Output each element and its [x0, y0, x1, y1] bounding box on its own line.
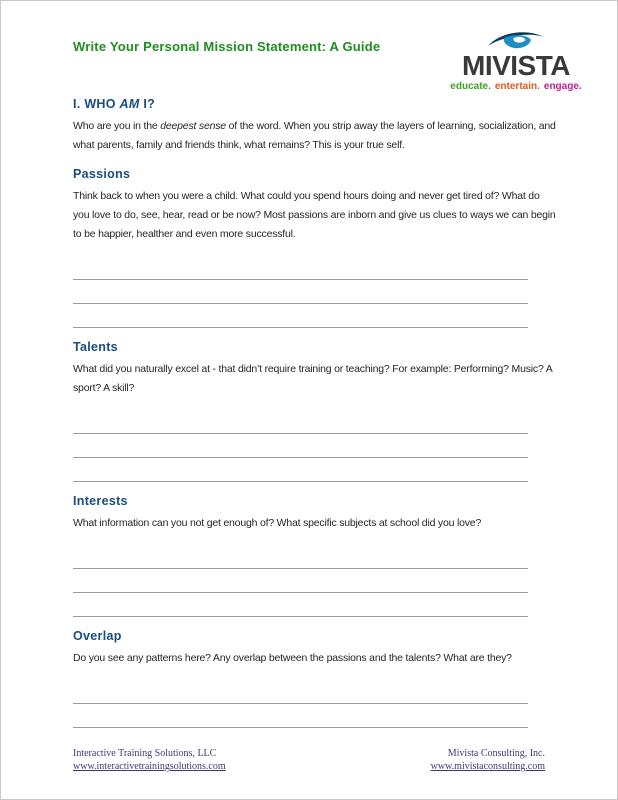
footer-left-link[interactable]: www.interactivetrainingsolutions.com — [73, 761, 226, 772]
section-body: What did you naturally excel at - that didn’t require training or teaching? For example: Performing? Music? A sport? A skill? — [73, 363, 552, 394]
logo-brand: MIVISTA — [462, 50, 570, 81]
section-body: What information can you not get enough of? What specific subjects at school did you love? — [73, 517, 482, 529]
page-content — [73, 31, 556, 728]
writing-line — [73, 434, 528, 458]
footer-left — [73, 747, 226, 773]
section-talents — [73, 340, 552, 482]
tagline-word: engage. — [543, 81, 582, 92]
section-interests — [73, 494, 528, 617]
writing-line — [73, 704, 528, 728]
writing-line — [73, 410, 528, 434]
tagline-word: educate. — [450, 81, 491, 92]
footer-left-org: Interactive Training Solutions, LLC — [73, 748, 217, 759]
section-body: Who are you in the deepest sense of the word. When you strip away the layers of learning, socialization, and what parents, family and friends think, what remains? This is your true self. — [73, 120, 556, 151]
writing-line — [73, 545, 528, 569]
sections — [73, 97, 556, 728]
writing-lines — [73, 410, 528, 482]
writing-lines — [73, 545, 528, 617]
document-title: Write Your Personal Mission Statement: A Guide — [73, 39, 381, 54]
writing-lines — [73, 680, 528, 728]
section-heading: Talents — [73, 340, 118, 354]
section-overlap — [73, 629, 528, 728]
tagline-word: entertain. — [494, 81, 540, 92]
section-passions — [73, 167, 556, 328]
section-heading: Interests — [73, 494, 128, 508]
writing-line — [73, 593, 528, 617]
mivista-logo — [435, 27, 597, 92]
writing-line — [73, 458, 528, 482]
footer-right-org: Mivista Consulting, Inc. — [447, 748, 545, 759]
writing-line — [73, 680, 528, 704]
footer-right — [431, 747, 545, 773]
section-heading: I. WHO AM I? — [73, 97, 156, 111]
page-footer — [73, 747, 545, 773]
writing-line — [73, 304, 528, 328]
section-heading: Overlap — [73, 629, 122, 643]
section-body: Think back to when you were a child. What could you spend hours doing and never get tired of? What do you love to do, see, hear, read or be now? Most passions are inborn and give us clues to ways we can begin to be happier, healther and even more successful. — [73, 190, 556, 240]
writing-line — [73, 256, 528, 280]
section-heading: Passions — [73, 167, 131, 181]
writing-lines — [73, 256, 528, 328]
writing-line — [73, 569, 528, 593]
logo-tagline — [435, 82, 597, 92]
writing-line — [73, 280, 528, 304]
section-who-am-i — [73, 97, 556, 155]
section-body: Do you see any patterns here? Any overlap between the passions and the talents? What are they? — [73, 652, 512, 664]
footer-right-link[interactable]: www.mivistaconsulting.com — [430, 761, 545, 772]
